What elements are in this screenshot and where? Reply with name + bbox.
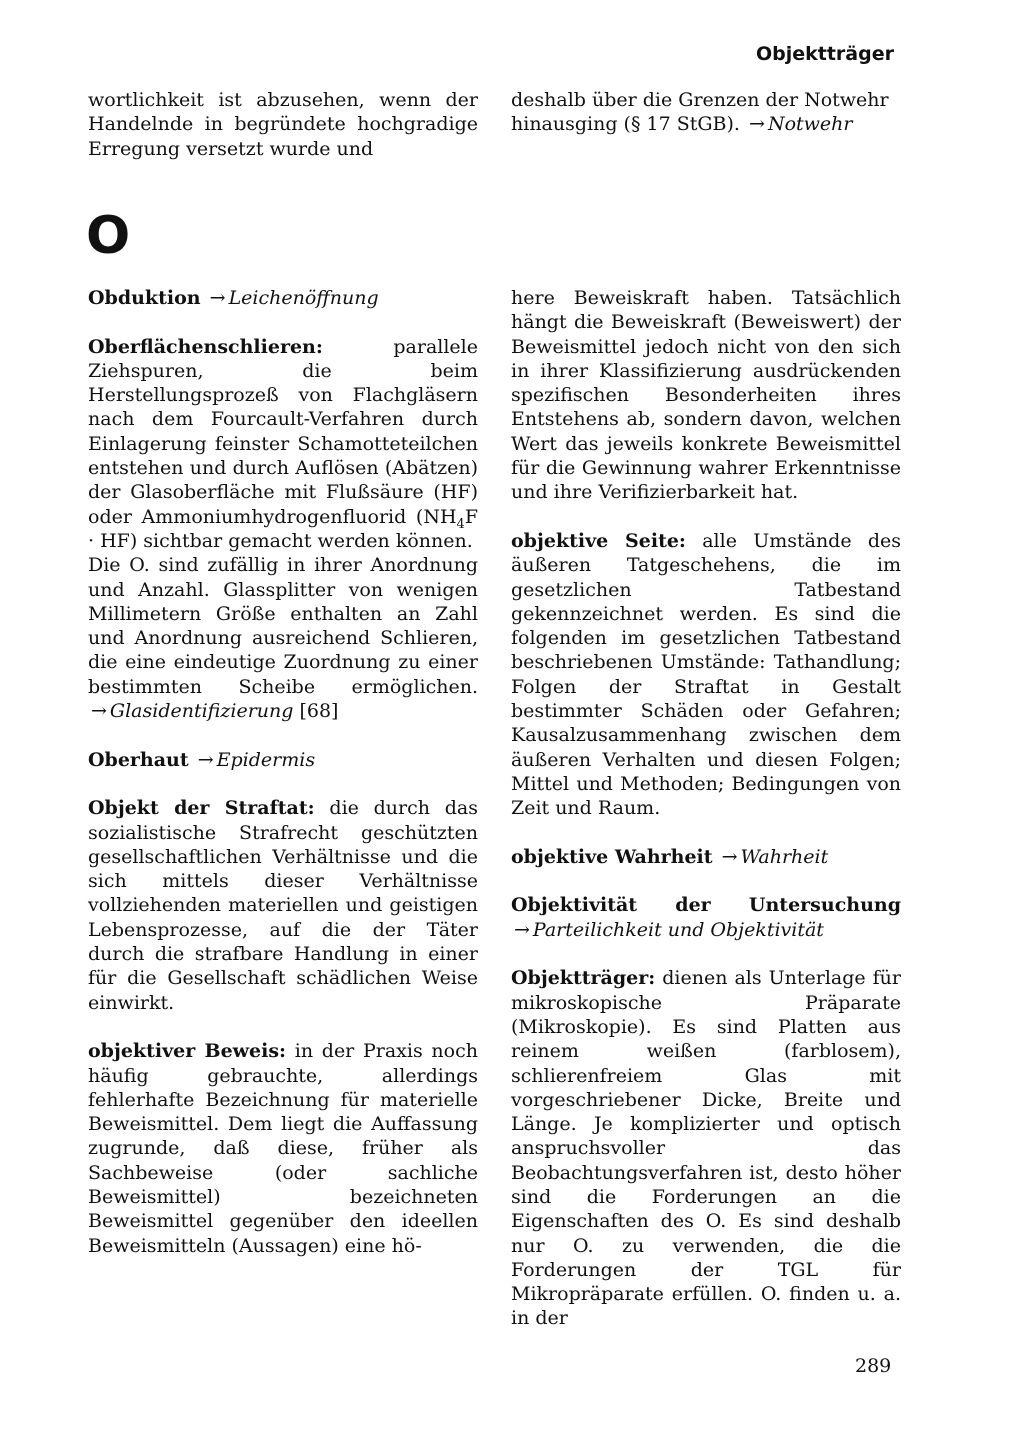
entry-text: here Beweiskraft haben. Tatsächlich hängt die Beweiskraft (Beweiswert) der Beweismittel jedoch nicht von den sich in ihrer Klassifizierung ausdrückenden spezifischen Besonderheiten ihres Entstehens ab, sondern davon, welchen Wert das jeweils konkrete Beweismittel für die Gewinnung wahrer Erkenntnisse und ihre Verifizierbarkeit hat. [511,287,901,504]
cross-reference: Glasidentifizierung [109,700,294,723]
entry-text: in der Praxis noch häufig gebrauchte, allerdings fehlerhafte Bezeichnung für materielle Beweismittel. Dem liegt die Auffassung zugrunde, daß diese, früher als Sachbeweise (oder sachliche Beweismittel) bezeichneten Beweismittel gegenüber den ideellen Beweismitteln (Aussagen) eine hö- [88,1040,478,1257]
entry-term: objektiver Beweis: [88,1040,287,1063]
entry-objektiver-beweis-continued [511,286,901,505]
entry-text: die durch das sozialistische Strafrecht geschützten gesellschaftlichen Verhältnisse und die sich mittels dieser Verhältnisse vollziehenden materiellen und geistigen Lebensprozesse, auf die der Täter durch die strafbare Handlung in einer für die Gesellschaft schädlichen Weise einwirkt. [88,797,478,1014]
entry-term: Oberflächenschlieren: [88,335,323,358]
continued-text-left [88,88,478,161]
arrow-icon: → [749,113,765,136]
continued-text: wortlichkeit ist abzusehen, wenn der Handelnde in begründete hochgradige Erregung versetzt wurde und [88,89,478,160]
entry-text: Die O. sind zufällig in ihrer Anordnung und Anzahl. Glassplitter von wenigen Millimetern Größe enthalten an Zahl und Anordnung ausreichend Schlieren, die eine eindeutige Zuordnung zu einer bestimmten Scheibe ermöglichen. [88,554,478,698]
entry-term: Oberhaut [88,748,189,771]
continued-text-right [511,88,901,137]
entry-text: dienen als Unterlage für mikroskopische Präparate (Mikroskopie). Es sind Platten aus reinem weißen (farblosem), schlierenfreiem Glas mit vorgeschriebener Dicke, Breite und Länge. Je komplizierter und optisch anspruchsvoller das Beobachtungsverfahren ist, desto höher sind die Forderungen an die Eigenschaften des O. Es sind deshalb nur O. zu verwenden, die die Forderungen der TGL für Mikropräparate erfüllen. O. finden u. a. in der [511,967,901,1330]
page-number: 289 [855,1355,892,1377]
entry-term: Objektträger: [511,967,656,990]
cross-reference: Epidermis [216,748,316,771]
entry-objektivitaet [511,893,901,942]
entry-oberhaut [88,748,478,772]
entry-text: F · HF) sichtbar gemacht werden können. [88,505,478,552]
running-head: Objektträger [755,43,894,65]
entry-oberflaechenschlieren [88,335,478,724]
arrow-icon: → [514,918,530,941]
arrow-icon: → [197,748,214,771]
continued-text: deshalb über die Grenzen der Notwehr hinausging (§ 17 StGB). [511,89,889,136]
cross-reference: Leichenöffnung [228,287,379,309]
cross-reference: Parteilichkeit und Objektivität [532,918,824,941]
right-column [511,286,901,1355]
arrow-icon: → [721,845,738,868]
cross-reference: Notwehr [767,113,853,136]
entry-term: objektive Seite: [511,529,686,552]
entry-term: objektive Wahrheit [511,845,713,868]
entry-objekttraeger [511,966,901,1330]
citation: [68] [299,700,339,723]
entry-text: alle Umstände des äußeren Tatgeschehens, die im gesetzlichen Tatbestand gekennzeichnet werden. Es sind die folgenden im gesetzlichen Tatbestand beschriebenen Umstände: Tathandlung; Folgen der Straftat in Gestalt bestimmter Schäden oder Gefahren; Kausalzusammenhang zwischen dem äußeren Verhalten und diesen Folgen; Mittel und Methoden; Bedingungen von Zeit und Raum. [511,529,901,820]
entry-objektive-wahrheit [511,845,901,869]
arrow-icon: → [209,287,226,309]
entry-objektiver-beweis [88,1039,478,1258]
entry-text: parallele Ziehspuren, die beim Herstellungsprozeß von Flachgläsern nach dem Fourcault-Verfahren durch Einlagerung feinster Schamotteteilchen entstehen und durch Auflösen (Abätzen) der Glasoberfläche mit Flußsäure (HF) oder Ammoniumhydrogenfluorid (NH [88,335,478,528]
entry-objektive-seite [511,529,901,821]
subscript: 4 [456,516,465,532]
section-letter: O [86,206,131,266]
left-column [88,286,478,1282]
entry-term: Objekt der Straftat: [88,797,315,820]
entry-term: Obduktion [88,287,201,309]
cross-reference: Wahrheit [740,845,829,868]
arrow-icon: → [91,700,107,723]
entry-obduktion [88,286,478,310]
entry-term: Objektivität der Untersuchung [511,894,901,917]
entry-objekt-der-straftat [88,796,478,1015]
